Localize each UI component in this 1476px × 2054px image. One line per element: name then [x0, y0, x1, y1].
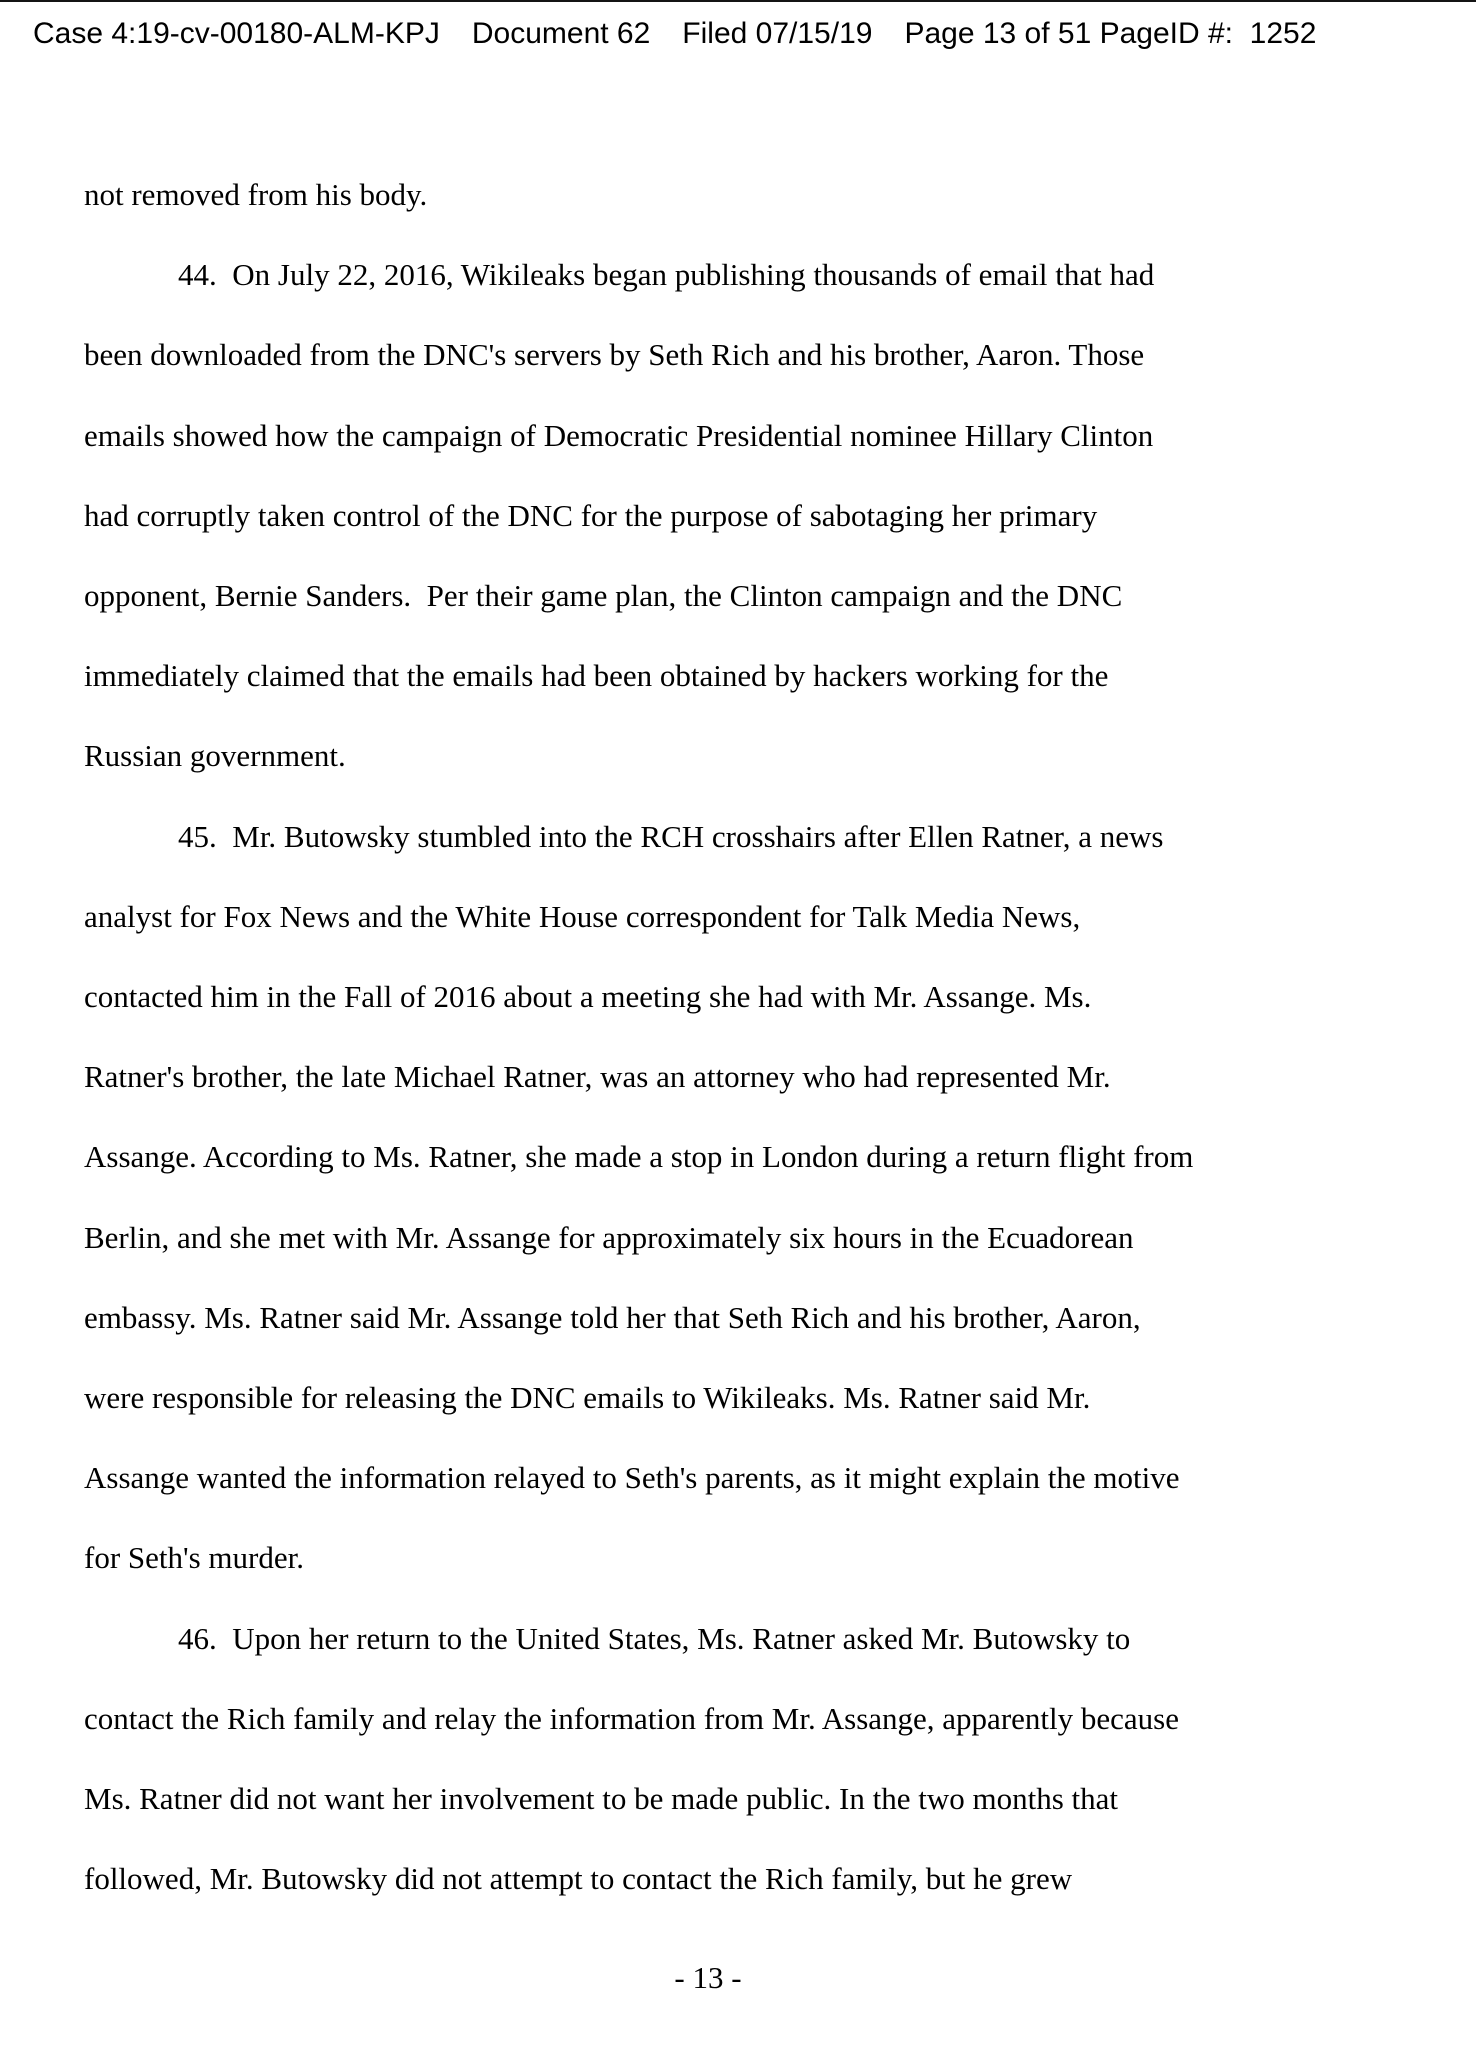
body-line: Ms. Ratner did not want her involvement to be made public. In the two months that: [84, 1781, 1119, 1817]
body-line: Russian government.: [84, 738, 346, 774]
page-number: - 13 -: [674, 1960, 742, 1995]
body-line: contacted him in the Fall of 2016 about a meeting she had with Mr. Assange. Ms.: [84, 979, 1092, 1015]
body-line: 44. On July 22, 2016, Wikileaks began publishing thousands of email that had: [178, 257, 1155, 293]
body-line: Assange wanted the information relayed to Seth's parents, as it might explain the motive: [84, 1460, 1180, 1496]
body-line: for Seth's murder.: [84, 1540, 304, 1576]
body-line: 46. Upon her return to the United States, Ms. Ratner asked Mr. Butowsky to: [178, 1620, 1131, 1656]
document-body: [84, 155, 1414, 1919]
body-line: 45. Mr. Butowsky stumbled into the RCH crosshairs after Ellen Ratner, a news: [178, 818, 1164, 854]
header-segment: Case 4:19-cv-00180-ALM-KPJ: [33, 17, 440, 50]
body-line: Ratner's brother, the late Michael Ratner, was an attorney who had represented Mr.: [84, 1059, 1111, 1095]
page-edge-line: [0, 0, 1476, 2]
header-segment: Page 13 of 51 PageID #: 1252: [904, 17, 1317, 50]
body-line: embassy. Ms. Ratner said Mr. Assange told her that Seth Rich and his brother, Aaron,: [84, 1299, 1141, 1335]
body-line: contact the Rich family and relay the information from Mr. Assange, apparently because: [84, 1700, 1179, 1736]
header-segment: Document 62: [471, 17, 651, 50]
case-header: [33, 17, 1316, 51]
body-line: had corruptly taken control of the DNC for the purpose of sabotaging her primary: [84, 497, 1098, 533]
body-line: Assange. According to Ms. Ratner, she made a stop in London during a return flight from: [84, 1139, 1194, 1175]
body-line: analyst for Fox News and the White House correspondent for Talk Media News,: [84, 898, 1081, 934]
body-line: not removed from his body.: [84, 177, 428, 212]
body-line: been downloaded from the DNC's servers by Seth Rich and his brother, Aaron. Those: [84, 337, 1145, 373]
body-line: emails showed how the campaign of Democratic Presidential nominee Hillary Clinton: [84, 417, 1154, 453]
body-line: opponent, Bernie Sanders. Per their game plan, the Clinton campaign and the DNC: [84, 578, 1123, 614]
body-line: Berlin, and she met with Mr. Assange for approximately six hours in the Ecuadorean: [84, 1219, 1134, 1255]
body-line: immediately claimed that the emails had been obtained by hackers working for the: [84, 658, 1109, 694]
body-line: followed, Mr. Butowsky did not attempt to contact the Rich family, but he grew: [84, 1861, 1073, 1897]
header-segment: Filed 07/15/19: [682, 17, 873, 50]
body-line: were responsible for releasing the DNC emails to Wikileaks. Ms. Ratner said Mr.: [84, 1380, 1091, 1416]
